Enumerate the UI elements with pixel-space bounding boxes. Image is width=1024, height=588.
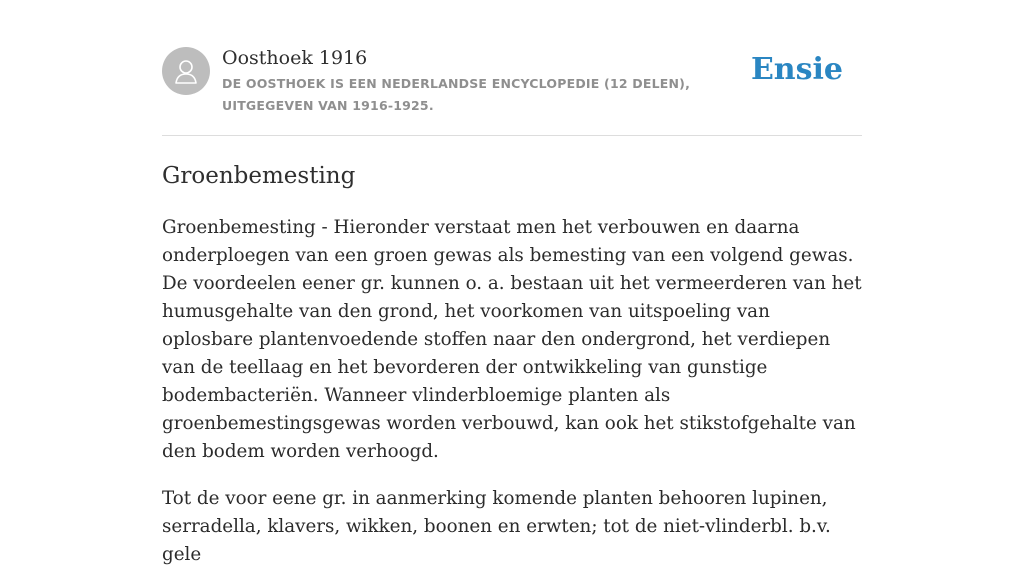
article-body xyxy=(162,214,862,569)
brand-logo[interactable]: Ensie xyxy=(750,52,843,87)
user-avatar-icon xyxy=(171,56,201,86)
article-paragraph: Tot de voor eene gr. in aanmerking komende planten behooren lupinen, serradella, klavers, wikken, boonen en erwten; tot de niet-vlinderbl. b.v. gele xyxy=(162,488,831,565)
source-title[interactable]: Oosthoek 1916 xyxy=(222,47,368,69)
article-paragraph: Groenbemesting - Hieronder verstaat men het verbouwen en daarna onderploegen van een groen gewas als bemesting van een volgend gewas. De voordeelen eener gr. kunnen o. a. bestaan uit het vermeerderen van het humusgehalte van den grond, het voorkomen van uitspoeling van oplosbare plantenvoedende stoffen naar den ondergrond, het verdiepen van de teellaag en het bevorderen der ontwikkeling van gunstige bodembacteriën. Wanneer vlinderbloemige planten als groenbemestingsgewas worden verbouwd, kan ook het stikstofgehalte van den bodem worden verhoogd. xyxy=(162,217,862,462)
source-description: DE OOSTHOEK IS EEN NEDERLANDSE ENCYCLOPEDIE (12 DELEN), UITGEGEVEN VAN 1916-1925. xyxy=(222,76,691,113)
source-header xyxy=(162,0,862,136)
source-info xyxy=(222,46,762,117)
article-title: Groenbemesting xyxy=(162,163,356,189)
avatar[interactable] xyxy=(162,47,210,95)
page xyxy=(162,0,862,588)
